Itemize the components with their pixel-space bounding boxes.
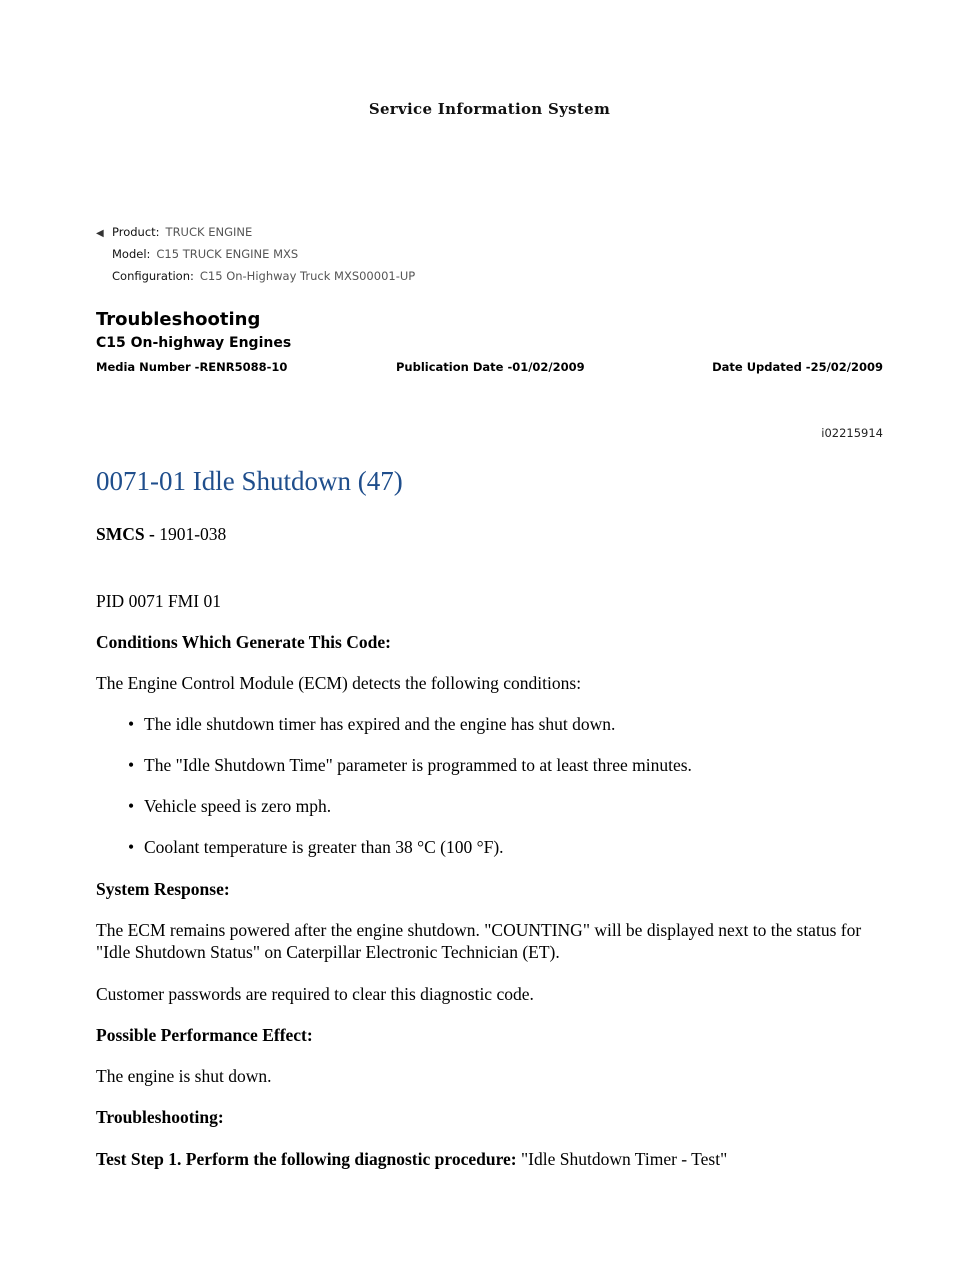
list-item: • Coolant temperature is greater than 38 °C (100 °F). — [128, 837, 504, 857]
product-value: TRUCK ENGINE — [165, 225, 253, 239]
system-response-heading: System Response: — [96, 879, 230, 899]
conditions-intro: The Engine Control Module (ECM) detects the following conditions: — [96, 673, 582, 693]
system-response-text: The ECM remains powered after the engine shutdown. "COUNTING" will be displayed next to the status for "Idle Shutdown Status" on Caterpillar Electronic Technician (ET). — [96, 920, 862, 962]
customer-passwords-text: Customer passwords are required to clear this diagnostic code. — [96, 984, 534, 1004]
performance-text: The engine is shut down. — [96, 1066, 272, 1086]
test-step-1 — [96, 1148, 886, 1170]
conditions-list — [128, 713, 692, 877]
media-number: Media Number -RENR5088-10 — [96, 360, 288, 374]
document-subtitle: C15 On-highway Engines — [96, 335, 292, 351]
troubleshooting-heading: Troubleshooting: — [96, 1107, 224, 1127]
model-value: C15 TRUCK ENGINE MXS — [156, 247, 299, 261]
date-updated: Date Updated -25/02/2009 — [712, 360, 883, 374]
configuration-label: Configuration: — [112, 269, 194, 283]
smcs-value: 1901-038 — [159, 524, 227, 544]
list-item: • Vehicle speed is zero mph. — [128, 796, 332, 816]
list-item: • The "Idle Shutdown Time" parameter is programmed to at least three minutes. — [128, 755, 692, 775]
conditions-heading: Conditions Which Generate This Code: — [96, 632, 391, 652]
system-title: Service Information System — [368, 100, 611, 118]
model-row — [112, 247, 298, 261]
smcs-label: SMCS - — [96, 524, 160, 544]
document-type: Troubleshooting — [96, 309, 261, 330]
list-item: • The idle shutdown timer has expired and the engine has shut down. — [128, 714, 616, 734]
back-chevron-icon[interactable]: ◀ — [96, 228, 104, 239]
publication-date: Publication Date -01/02/2009 — [396, 360, 585, 374]
configuration-row — [112, 269, 415, 283]
model-label: Model: — [112, 247, 151, 261]
configuration-value: C15 On-Highway Truck MXS00001-UP — [199, 269, 416, 283]
product-row — [96, 225, 252, 239]
performance-heading: Possible Performance Effect: — [96, 1025, 313, 1045]
test-step-1-label: Test Step 1. Perform the following diagnostic procedure: — [96, 1149, 517, 1169]
page-title: 0071-01 Idle Shutdown (47) — [96, 466, 403, 496]
document-id: i02215914 — [821, 426, 883, 440]
product-label: Product: — [112, 225, 160, 239]
test-step-1-text: "Idle Shutdown Timer - Test" — [516, 1149, 728, 1169]
smcs-line — [96, 523, 886, 545]
pid-line: PID 0071 FMI 01 — [96, 591, 221, 611]
